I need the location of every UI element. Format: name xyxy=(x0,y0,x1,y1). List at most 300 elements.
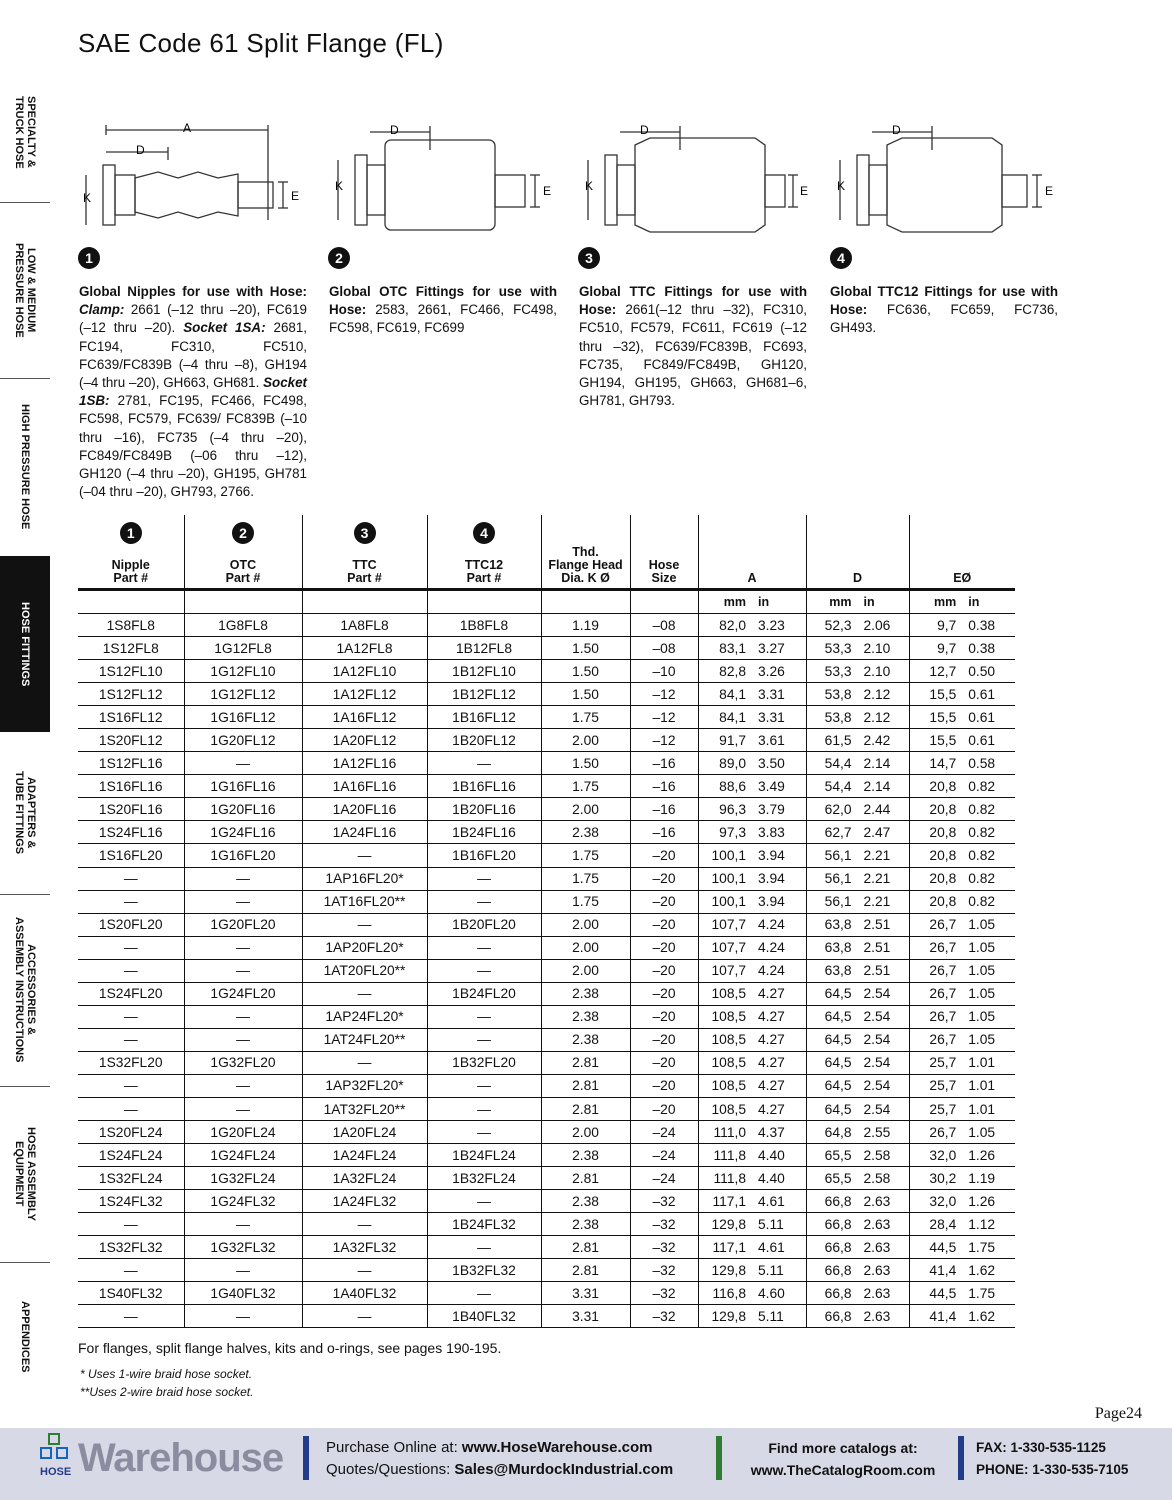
table-cell: 26,7 1.05 xyxy=(909,1028,1015,1051)
table-cell: 1AT24FL20** xyxy=(302,1028,427,1051)
table-cell: 53,3 2.10 xyxy=(806,660,909,683)
table-cell: — xyxy=(184,1005,302,1028)
table-cell: — xyxy=(302,1213,427,1236)
table-cell: –20 xyxy=(630,890,698,913)
table-cell: 1B16FL20 xyxy=(427,844,541,867)
table-cell: 1A12FL10 xyxy=(302,660,427,683)
table-row xyxy=(78,1190,1015,1213)
table-cell: 2.00 xyxy=(541,913,630,936)
dim-a-label: A xyxy=(183,121,192,135)
table-cell: 1.75 xyxy=(541,775,630,798)
table-cell: 64,5 2.54 xyxy=(806,1074,909,1097)
table-row xyxy=(78,798,1015,821)
section-sidebar xyxy=(0,62,50,1412)
table-cell: 52,3 2.06 xyxy=(806,614,909,637)
table-cell: –24 xyxy=(630,1121,698,1144)
table-cell: –20 xyxy=(630,1074,698,1097)
table-cell: 64,5 2.54 xyxy=(806,1097,909,1120)
table-row xyxy=(78,775,1015,798)
table-cell: 64,5 2.54 xyxy=(806,1005,909,1028)
table-cell: –20 xyxy=(630,844,698,867)
otc-description: Global OTC Fittings for use with Hose: 2583, 2661, FC466, FC498, FC598, FC619, FC699 xyxy=(329,284,557,336)
table-cell: –20 xyxy=(630,1028,698,1051)
table-cell: — xyxy=(302,1305,427,1328)
table-cell: 2.81 xyxy=(541,1074,630,1097)
table-cell: –20 xyxy=(630,867,698,890)
table-cell: 88,6 3.49 xyxy=(698,775,806,798)
table-cell: — xyxy=(78,959,184,982)
table-cell: –20 xyxy=(630,1051,698,1074)
footer-catalogs: Find more catalogs at: www.TheCatalogRoom.com xyxy=(750,1440,936,1478)
table-row xyxy=(78,1121,1015,1144)
table-cell: 1B12FL12 xyxy=(427,683,541,706)
col-ttc12: 4 TTC12 Part # xyxy=(427,515,541,590)
table-cell: 129,8 5.11 xyxy=(698,1305,806,1328)
table-cell: 2.38 xyxy=(541,1028,630,1051)
table-cell: — xyxy=(184,1305,302,1328)
table-cell: 1A24FL24 xyxy=(302,1144,427,1167)
table-cell: 12,7 0.50 xyxy=(909,660,1015,683)
table-cell: 2.38 xyxy=(541,821,630,844)
sidebar-tab-low-medium[interactable]: LOW & MEDIUM PRESSURE HOSE xyxy=(0,202,50,379)
table-cell: 2.00 xyxy=(541,729,630,752)
table-cell: 1A32FL32 xyxy=(302,1236,427,1259)
table-cell: 107,7 4.24 xyxy=(698,959,806,982)
table-row xyxy=(78,1028,1015,1051)
table-cell: — xyxy=(302,844,427,867)
table-cell: 129,8 5.11 xyxy=(698,1213,806,1236)
sidebar-tab-specialty[interactable]: SPECIALTY & TRUCK HOSE xyxy=(0,62,50,203)
diagram-1-number: 1 xyxy=(78,247,100,269)
table-cell: –16 xyxy=(630,775,698,798)
dim-k-label: K xyxy=(83,191,92,205)
table-cell: 1S32FL20 xyxy=(78,1051,184,1074)
table-cell: 1S24FL24 xyxy=(78,1144,184,1167)
table-cell: 20,8 0.82 xyxy=(909,890,1015,913)
table-cell: 1B16FL12 xyxy=(427,706,541,729)
table-cell: –16 xyxy=(630,798,698,821)
table-cell: 1S16FL12 xyxy=(78,706,184,729)
table-cell: 1G16FL20 xyxy=(184,844,302,867)
table-cell: 2.00 xyxy=(541,1121,630,1144)
table-cell: 1B20FL20 xyxy=(427,913,541,936)
table-row xyxy=(78,959,1015,982)
table-cell: 1A12FL12 xyxy=(302,683,427,706)
table-cell: 1B40FL32 xyxy=(427,1305,541,1328)
table-cell: 100,1 3.94 xyxy=(698,867,806,890)
table-cell: 1B24FL20 xyxy=(427,982,541,1005)
table-cell: — xyxy=(427,959,541,982)
table-cell: 26,7 1.05 xyxy=(909,1121,1015,1144)
table-cell: –32 xyxy=(630,1282,698,1305)
table-cell: –08 xyxy=(630,614,698,637)
logo-square-icon xyxy=(40,1447,52,1459)
table-row xyxy=(78,913,1015,936)
table-cell: — xyxy=(78,1097,184,1120)
ttc-diagram xyxy=(580,120,815,240)
table-cell: 89,0 3.50 xyxy=(698,752,806,775)
table-cell: –32 xyxy=(630,1190,698,1213)
table-cell: 82,8 3.26 xyxy=(698,660,806,683)
table-cell: 1G24FL16 xyxy=(184,821,302,844)
table-cell: 1AP20FL20* xyxy=(302,936,427,959)
table-cell: 1G20FL20 xyxy=(184,913,302,936)
table-cell: 1B32FL24 xyxy=(427,1167,541,1190)
table-cell: 1G20FL16 xyxy=(184,798,302,821)
footer-divider xyxy=(958,1436,964,1480)
table-cell: 108,5 4.27 xyxy=(698,1028,806,1051)
logo-hose-text: HOSE xyxy=(40,1466,72,1478)
table-cell: –12 xyxy=(630,729,698,752)
table-cell: — xyxy=(184,867,302,890)
table-cell: 9,7 0.38 xyxy=(909,614,1015,637)
otc-diagram xyxy=(330,120,565,240)
table-row xyxy=(78,752,1015,775)
dim-e-label: E xyxy=(291,189,300,203)
table-cell: 1G8FL8 xyxy=(184,614,302,637)
table-row xyxy=(78,729,1015,752)
table-cell: 1A20FL24 xyxy=(302,1121,427,1144)
table-cell: –20 xyxy=(630,1097,698,1120)
table-cell: — xyxy=(302,982,427,1005)
col-ttc: 3 TTC Part # xyxy=(302,515,427,590)
table-cell: — xyxy=(427,867,541,890)
table-cell: 1G24FL24 xyxy=(184,1144,302,1167)
table-cell: 1AP24FL20* xyxy=(302,1005,427,1028)
table-cell: 1A8FL8 xyxy=(302,614,427,637)
table-cell: 1A12FL16 xyxy=(302,752,427,775)
footnote-2: **Uses 2-wire braid hose socket. xyxy=(80,1385,254,1399)
table-cell: — xyxy=(184,959,302,982)
nipple-diagram xyxy=(78,120,313,240)
table-cell: 108,5 4.27 xyxy=(698,1005,806,1028)
table-cell: 108,5 4.27 xyxy=(698,1051,806,1074)
table-cell: 1B12FL10 xyxy=(427,660,541,683)
footer-contact: FAX: 1-330-535-1125 PHONE: 1-330-535-7105 xyxy=(976,1440,1129,1477)
table-row xyxy=(78,706,1015,729)
ttc-description: Global TTC Fittings for use with Hose: 2661(–12 thru –32), FC310, FC510, FC579, FC611, FC619 (–12 thru –32), FC639/FC839B, FC693, FC735, FC849/FC849B, GH120, GH194, GH195, GH663, GH681–6, GH781, GH793. xyxy=(579,284,807,409)
table-cell: 1S32FL24 xyxy=(78,1167,184,1190)
table-cell: 1S16FL16 xyxy=(78,775,184,798)
table-cell: 1A20FL16 xyxy=(302,798,427,821)
table-cell: 107,7 4.24 xyxy=(698,936,806,959)
table-cell: 66,8 2.63 xyxy=(806,1282,909,1305)
table-cell: 54,4 2.14 xyxy=(806,775,909,798)
table-cell: 1S12FL8 xyxy=(78,637,184,660)
table-cell: — xyxy=(184,752,302,775)
table-cell: 108,5 4.27 xyxy=(698,982,806,1005)
dim-e-label-2: E xyxy=(543,184,552,198)
table-cell: — xyxy=(78,1213,184,1236)
diagram-4-number: 4 xyxy=(830,247,852,269)
table-cell: 100,1 3.94 xyxy=(698,890,806,913)
table-cell: 66,8 2.63 xyxy=(806,1236,909,1259)
table-cell: — xyxy=(184,1028,302,1051)
table-cell: 62,0 2.44 xyxy=(806,798,909,821)
table-cell: — xyxy=(184,1097,302,1120)
table-cell: 56,1 2.21 xyxy=(806,890,909,913)
table-row xyxy=(78,1282,1015,1305)
table-cell: 117,1 4.61 xyxy=(698,1190,806,1213)
table-cell: 61,5 2.42 xyxy=(806,729,909,752)
table-cell: 66,8 2.63 xyxy=(806,1259,909,1282)
sidebar-tab-accessories[interactable]: ACCESSORIES & ASSEMBLY INSTRUCTIONS xyxy=(0,894,50,1087)
table-cell: 91,7 3.61 xyxy=(698,729,806,752)
table-cell: 1S40FL32 xyxy=(78,1282,184,1305)
table-cell: 1B24FL16 xyxy=(427,821,541,844)
table-cell: — xyxy=(302,1259,427,1282)
table-cell: 2.81 xyxy=(541,1167,630,1190)
table-cell: 1B20FL12 xyxy=(427,729,541,752)
purchase-link[interactable]: www.HoseWarehouse.com xyxy=(461,1439,653,1456)
table-cell: 1AP32FL20* xyxy=(302,1074,427,1097)
table-cell: 56,1 2.21 xyxy=(806,844,909,867)
table-cell: –10 xyxy=(630,660,698,683)
table-cell: 100,1 3.94 xyxy=(698,844,806,867)
table-cell: 2.38 xyxy=(541,1213,630,1236)
table-cell: 65,5 2.58 xyxy=(806,1144,909,1167)
table-cell: 25,7 1.01 xyxy=(909,1074,1015,1097)
table-cell: 1S20FL24 xyxy=(78,1121,184,1144)
table-row xyxy=(78,867,1015,890)
table-cell: 14,7 0.58 xyxy=(909,752,1015,775)
table-cell: 1G24FL20 xyxy=(184,982,302,1005)
table-cell: 1G16FL16 xyxy=(184,775,302,798)
table-cell: — xyxy=(427,1074,541,1097)
sidebar-tab-high-pressure[interactable]: HIGH PRESSURE HOSE xyxy=(0,378,50,557)
sidebar-tab-hose-fittings[interactable]: HOSE FITTINGS xyxy=(0,556,50,732)
table-cell: –20 xyxy=(630,982,698,1005)
table-cell: 26,7 1.05 xyxy=(909,1005,1015,1028)
table-cell: — xyxy=(184,936,302,959)
table-cell: 65,5 2.58 xyxy=(806,1167,909,1190)
table-cell: — xyxy=(184,1259,302,1282)
table-cell: 1S24FL20 xyxy=(78,982,184,1005)
table-cell: — xyxy=(302,1051,427,1074)
table-cell: 1AT32FL20** xyxy=(302,1097,427,1120)
table-cell: 2.81 xyxy=(541,1236,630,1259)
table-cell: — xyxy=(427,1005,541,1028)
table-cell: 1B32FL32 xyxy=(427,1259,541,1282)
split-flange-table xyxy=(78,515,1015,1328)
table-cell: 66,8 2.63 xyxy=(806,1305,909,1328)
table-cell: 1.75 xyxy=(541,867,630,890)
table-row xyxy=(78,844,1015,867)
table-cell: — xyxy=(427,936,541,959)
table-cell: 1B32FL20 xyxy=(427,1051,541,1074)
table-cell: –16 xyxy=(630,752,698,775)
table-cell: 28,4 1.12 xyxy=(909,1213,1015,1236)
ttc12-description: Global TTC12 Fittings for use with Hose: FC636, FC659, FC736, GH493. xyxy=(830,284,1058,336)
table-cell: 2.38 xyxy=(541,1005,630,1028)
table-cell: 62,7 2.47 xyxy=(806,821,909,844)
table-cell: –20 xyxy=(630,913,698,936)
table-cell: 1B20FL16 xyxy=(427,798,541,821)
table-row xyxy=(78,890,1015,913)
table-cell: 1G32FL32 xyxy=(184,1236,302,1259)
col-e: EØ xyxy=(909,515,1015,590)
table-row xyxy=(78,637,1015,660)
table-cell: — xyxy=(302,913,427,936)
table-cell: 54,4 2.14 xyxy=(806,752,909,775)
table-row xyxy=(78,683,1015,706)
table-cell: 1S24FL32 xyxy=(78,1190,184,1213)
table-cell: 1G20FL24 xyxy=(184,1121,302,1144)
table-row xyxy=(78,1236,1015,1259)
page-title: SAE Code 61 Split Flange (FL) xyxy=(78,28,444,58)
table-cell: 1S8FL8 xyxy=(78,614,184,637)
catalog-room-link[interactable]: www.TheCatalogRoom.com xyxy=(750,1462,936,1478)
table-cell: –32 xyxy=(630,1236,698,1259)
table-cell: 26,7 1.05 xyxy=(909,959,1015,982)
table-cell: 111,8 4.40 xyxy=(698,1167,806,1190)
table-cell: — xyxy=(184,1074,302,1097)
logo-square-icon xyxy=(48,1433,60,1445)
table-cell: 26,7 1.05 xyxy=(909,982,1015,1005)
footer-purchase: Purchase Online at: www.HoseWarehouse.com Quotes/Questions: Sales@MurdockIndustrial.com xyxy=(326,1439,674,1478)
sidebar-tab-appendices[interactable]: APPENDICES xyxy=(19,1301,31,1373)
table-cell: 2.00 xyxy=(541,959,630,982)
table-cell: 1A24FL32 xyxy=(302,1190,427,1213)
dim-d-label-2: D xyxy=(390,123,399,137)
col-otc: 2 OTC Part # xyxy=(184,515,302,590)
table-cell: 1.50 xyxy=(541,683,630,706)
table-cell: 108,5 4.27 xyxy=(698,1097,806,1120)
table-cell: 20,8 0.82 xyxy=(909,867,1015,890)
quotes-email-link[interactable]: Sales@MurdockIndustrial.com xyxy=(454,1461,674,1478)
table-cell: 20,8 0.82 xyxy=(909,775,1015,798)
table-cell: 64,5 2.54 xyxy=(806,1028,909,1051)
table-cell: 1.50 xyxy=(541,660,630,683)
table-row xyxy=(78,1213,1015,1236)
col-hose-size: Hose Size xyxy=(630,515,698,590)
table-cell: — xyxy=(427,1190,541,1213)
table-cell: 1.75 xyxy=(541,844,630,867)
table-cell: 53,3 2.10 xyxy=(806,637,909,660)
table-cell: –12 xyxy=(630,683,698,706)
table-cell: 64,8 2.55 xyxy=(806,1121,909,1144)
table-cell: 63,8 2.51 xyxy=(806,936,909,959)
table-cell: 2.00 xyxy=(541,798,630,821)
table-cell: –16 xyxy=(630,821,698,844)
table-cell: — xyxy=(427,1028,541,1051)
table-cell: — xyxy=(184,1213,302,1236)
table-cell: –24 xyxy=(630,1167,698,1190)
table-cell: 1.75 xyxy=(541,706,630,729)
table-cell: 20,8 0.82 xyxy=(909,844,1015,867)
table-cell: 53,8 2.12 xyxy=(806,683,909,706)
table-cell: –20 xyxy=(630,936,698,959)
table-cell: — xyxy=(78,1074,184,1097)
table-cell: 116,8 4.60 xyxy=(698,1282,806,1305)
flange-note: For flanges, split flange halves, kits and o-rings, see pages 190-195. xyxy=(78,1340,502,1356)
dim-k-label-3: K xyxy=(585,179,594,193)
table-cell: 20,8 0.82 xyxy=(909,821,1015,844)
table-cell: 1A24FL16 xyxy=(302,821,427,844)
table-cell: 3.31 xyxy=(541,1305,630,1328)
table-cell: 1B12FL8 xyxy=(427,637,541,660)
table-cell: 2.38 xyxy=(541,982,630,1005)
table-cell: — xyxy=(78,1305,184,1328)
col-thd: Thd. Flange Head Dia. K Ø xyxy=(541,515,630,590)
units-row: mm in mm in mm in xyxy=(78,590,1015,614)
dim-d-label-4: D xyxy=(892,123,901,137)
table-cell: 56,1 2.21 xyxy=(806,867,909,890)
table-cell: — xyxy=(184,890,302,913)
table-cell: 84,1 3.31 xyxy=(698,683,806,706)
table-cell: 20,8 0.82 xyxy=(909,798,1015,821)
dim-e-label-4: E xyxy=(1045,184,1054,198)
table-cell: — xyxy=(78,1028,184,1051)
table-cell: 66,8 2.63 xyxy=(806,1213,909,1236)
logo-warehouse-text: Warehouse xyxy=(78,1436,284,1480)
table-cell: –32 xyxy=(630,1259,698,1282)
table-cell: 32,0 1.26 xyxy=(909,1144,1015,1167)
dim-d-label-3: D xyxy=(640,123,649,137)
table-cell: 2.38 xyxy=(541,1190,630,1213)
dim-k-label-4: K xyxy=(837,179,846,193)
table-cell: 15,5 0.61 xyxy=(909,729,1015,752)
footnote-1: * Uses 1-wire braid hose socket. xyxy=(80,1367,253,1381)
table-row xyxy=(78,1074,1015,1097)
table-cell: 107,7 4.24 xyxy=(698,913,806,936)
table-cell: 2.38 xyxy=(541,1144,630,1167)
table-cell: 82,0 3.23 xyxy=(698,614,806,637)
table-cell: 2.81 xyxy=(541,1259,630,1282)
table-cell: — xyxy=(78,890,184,913)
table-cell: — xyxy=(427,890,541,913)
table-row xyxy=(78,1005,1015,1028)
table-cell: 111,0 4.37 xyxy=(698,1121,806,1144)
col-nipple: 1 Nipple Part # xyxy=(78,515,184,590)
table-row xyxy=(78,982,1015,1005)
table-row xyxy=(78,1259,1015,1282)
table-cell: 1G32FL24 xyxy=(184,1167,302,1190)
table-row xyxy=(78,660,1015,683)
table-cell: — xyxy=(427,1236,541,1259)
logo-square-icon xyxy=(56,1447,68,1459)
table-cell: — xyxy=(427,1282,541,1305)
ttc12-diagram xyxy=(832,120,1067,240)
table-row xyxy=(78,1167,1015,1190)
table-cell: 96,3 3.79 xyxy=(698,798,806,821)
col-d: D xyxy=(806,515,909,590)
table-cell: 1A16FL16 xyxy=(302,775,427,798)
table-cell: 15,5 0.61 xyxy=(909,683,1015,706)
table-cell: 1G24FL32 xyxy=(184,1190,302,1213)
table-cell: 1B8FL8 xyxy=(427,614,541,637)
page-number: Page24 xyxy=(1094,1405,1142,1422)
table-cell: 1G32FL20 xyxy=(184,1051,302,1074)
dim-d-label: D xyxy=(136,143,145,157)
table-cell: 1S20FL12 xyxy=(78,729,184,752)
table-cell: 1S12FL10 xyxy=(78,660,184,683)
table-cell: –20 xyxy=(630,1005,698,1028)
table-cell: 1S12FL12 xyxy=(78,683,184,706)
table-cell: 1S16FL20 xyxy=(78,844,184,867)
table-cell: — xyxy=(78,867,184,890)
sidebar-tab-adapters[interactable]: ADAPTERS & TUBE FITTINGS xyxy=(0,732,50,895)
table-cell: 111,8 4.40 xyxy=(698,1144,806,1167)
sidebar-tab-equipment[interactable]: HOSE ASSEMBLY EQUIPMENT xyxy=(0,1086,50,1263)
table-row xyxy=(78,936,1015,959)
table-cell: 1S32FL32 xyxy=(78,1236,184,1259)
table-cell: 32,0 1.26 xyxy=(909,1190,1015,1213)
table-cell: 1S20FL16 xyxy=(78,798,184,821)
table-row xyxy=(78,1144,1015,1167)
table-cell: 2.81 xyxy=(541,1097,630,1120)
table-row xyxy=(78,1051,1015,1074)
